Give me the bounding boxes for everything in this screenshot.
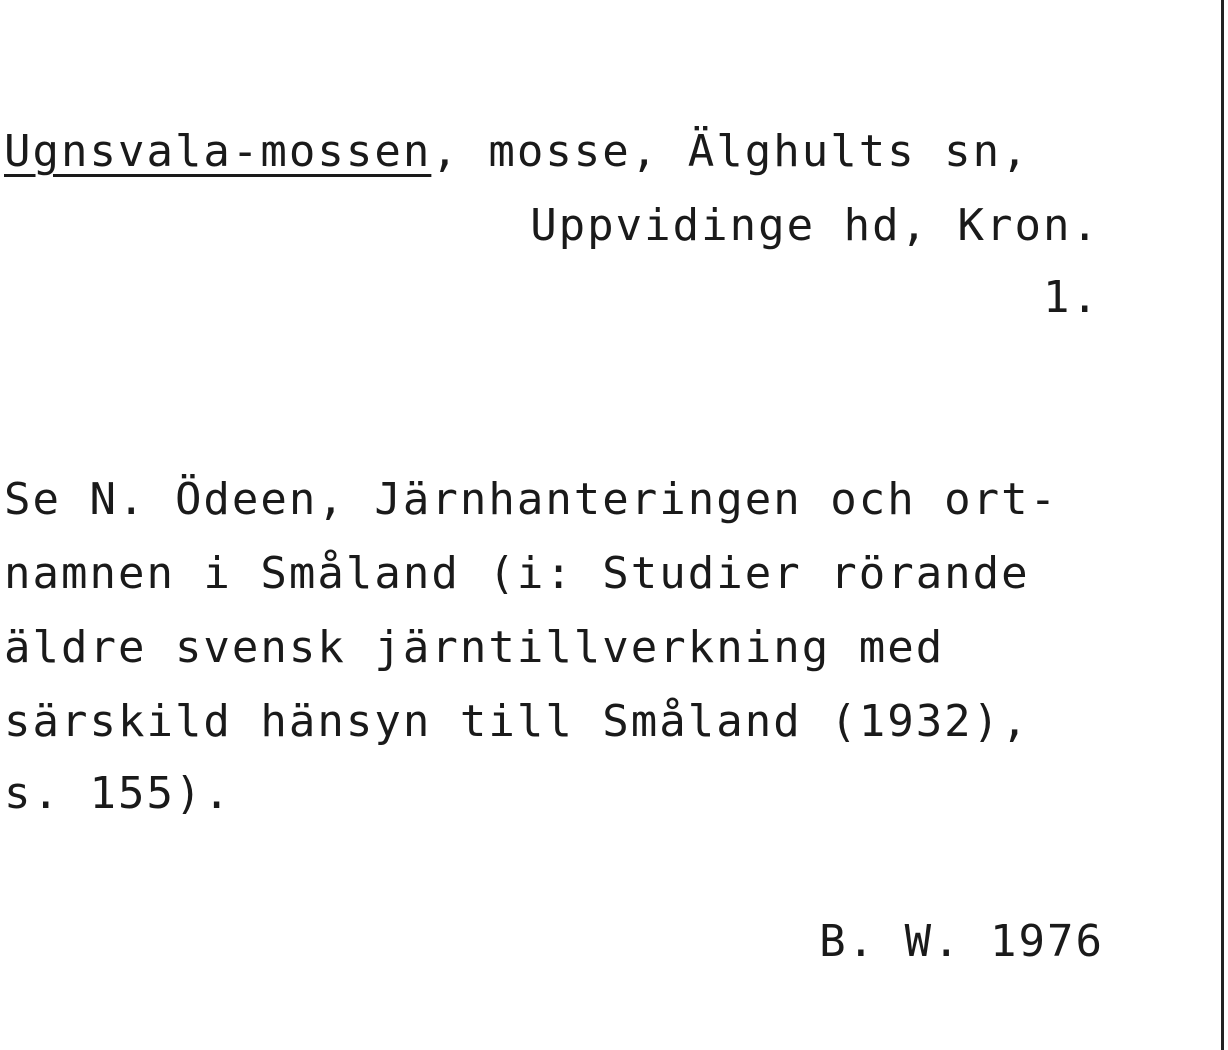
body-line-1: Se N. Ödeen, Järnhanteringen och ort- — [4, 474, 1059, 525]
body-line-5: s. 155). — [4, 768, 232, 819]
signature: B. W. 1976 — [819, 916, 1104, 967]
header-line-1 — [4, 126, 1030, 178]
headword: Ugnsvala-mossen — [4, 126, 432, 177]
body-line-2: namnen i Småland (i: Studier rörande — [4, 548, 1030, 599]
header-line-2: Uppvidinge hd, Kron. — [530, 200, 1100, 251]
card-edge-line — [1221, 0, 1224, 1050]
body-line-3: äldre svensk järntillverkning med — [4, 622, 945, 673]
header-line-3: 1. — [1043, 272, 1100, 323]
header-rest: , mosse, Älghults sn, — [431, 126, 1030, 177]
body-line-4: särskild hänsyn till Småland (1932), — [4, 696, 1030, 747]
